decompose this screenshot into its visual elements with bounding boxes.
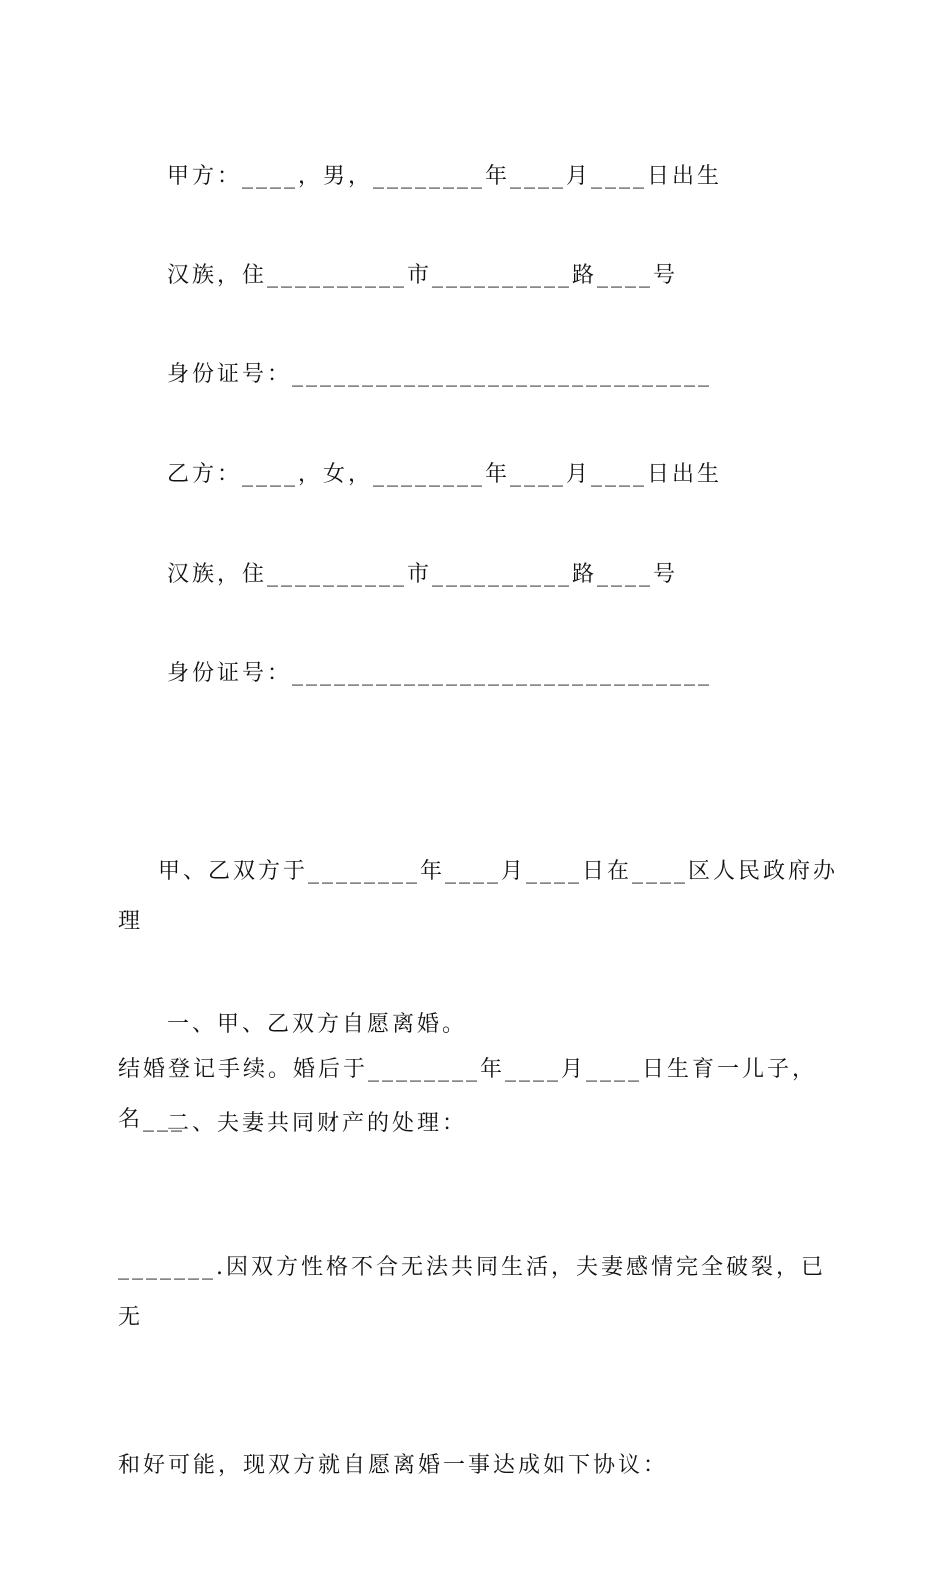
party-a-address-line: 汉族，住__________市__________路____号 (167, 263, 679, 288)
intro-paragraph-line-2: 结婚登记手续。婚后于________年____月____日生育一儿子，名___ (118, 1057, 818, 1132)
party-a-id-number-line: 身份证号：______________________________ (167, 362, 713, 387)
party-a-identity-line: 甲方：____，男，________年____月____日出生 (167, 164, 723, 189)
intro-paragraph-line-3: _______.因双方性格不合无法共同生活，夫妻感情完全破裂，已无 (118, 1255, 826, 1330)
intro-paragraph (118, 748, 838, 1590)
party-b-address-line: 汉族，住__________市__________路____号 (167, 562, 679, 587)
party-b-identity-line: 乙方：____，女，________年____月____日出生 (167, 462, 723, 487)
clause-one: 一、甲、乙双方自愿离婚。 (167, 1012, 468, 1037)
party-b-id-number-line: 身份证号：______________________________ (167, 661, 713, 686)
intro-paragraph-line-4: 和好可能，现双方就自愿离婚一事达成如下协议： (118, 1453, 669, 1478)
clause-two: 二、夫妻共同财产的处理： (167, 1111, 468, 1136)
intro-paragraph-line-1: 甲、乙双方于________年____月____日在____区人民政府办理 (118, 859, 838, 934)
